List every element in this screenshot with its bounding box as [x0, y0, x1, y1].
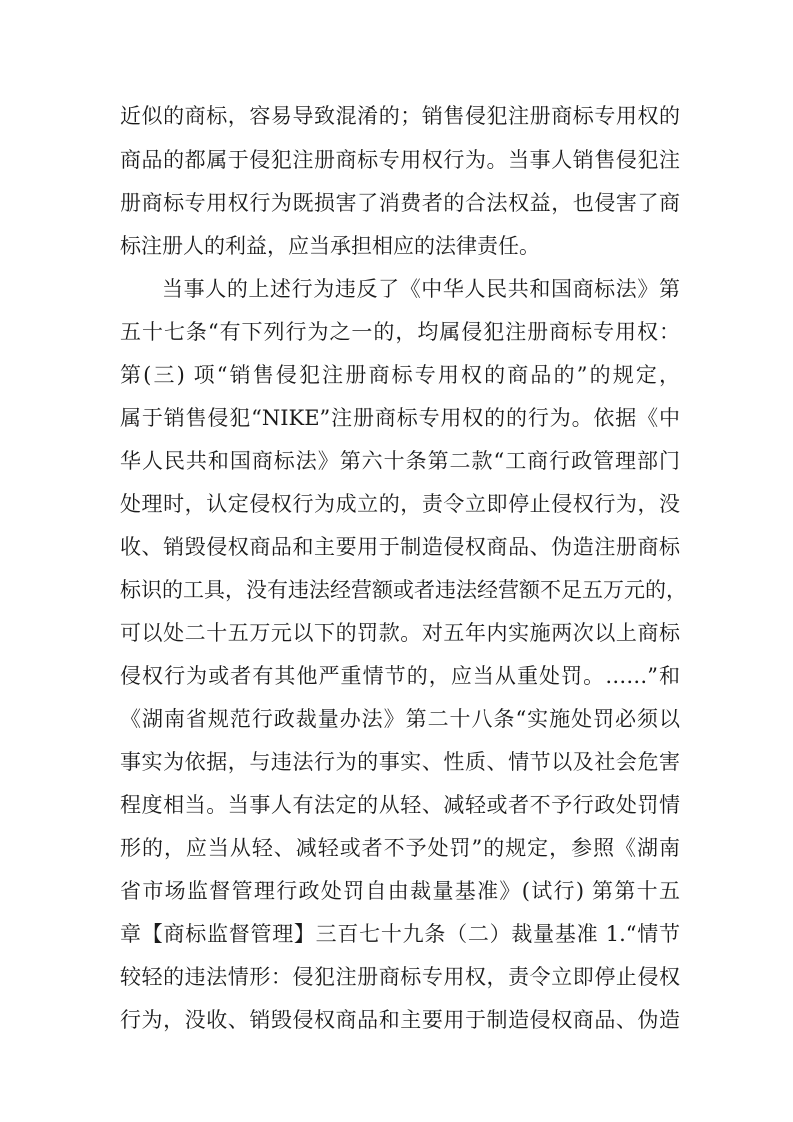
body-text-line: 属于销售侵犯“NIKE”注册商标专用权的的行为。依据《中: [120, 406, 680, 430]
paragraph-first-line: 当事人的上述行为违反了《中华人民共和国商标法》第: [162, 277, 680, 301]
body-text-line: 《湖南省规范行政裁量办法》第二十八条“实施处罚必须以: [120, 707, 680, 731]
body-text-line: 商品的都属于侵犯注册商标专用权行为。当事人销售侵犯注: [120, 148, 680, 172]
body-text-line: 标识的工具，没有违法经营额或者违法经营额不足五万元的，: [120, 578, 687, 602]
body-text-line: 五十七条“有下列行为之一的，均属侵犯注册商标专用权：: [120, 320, 680, 344]
body-text-line: 行为，没收、销毁侵权商品和主要用于制造侵权商品、伪造: [120, 1008, 680, 1032]
body-text-line: 处理时，认定侵权行为成立的，责令立即停止侵权行为，没: [120, 492, 680, 516]
body-text-line: 省市场监督管理行政处罚自由裁量基准》(试行) 第第十五: [120, 879, 680, 903]
body-text-line: 收、销毁侵权商品和主要用于制造侵权商品、伪造注册商标: [120, 535, 680, 559]
body-text-line: 册商标专用权行为既损害了消费者的合法权益，也侵害了商: [120, 191, 680, 215]
body-text-line: 较轻的违法情形：侵犯注册商标专用权，责令立即停止侵权: [120, 965, 680, 989]
body-text-line: 形的，应当从轻、减轻或者不予处罚”的规定，参照《湖南: [120, 836, 680, 860]
body-text-line: 第(三) 项“销售侵犯注册商标专用权的商品的”的规定，: [120, 363, 680, 387]
body-text-line: 章【商标监督管理】三百七十九条（二）裁量基准 1.“情节: [120, 922, 680, 946]
body-text-line: 近似的商标，容易导致混淆的；销售侵犯注册商标专用权的: [120, 104, 680, 128]
body-text-line: 可以处二十五万元以下的罚款。对五年内实施两次以上商标: [120, 621, 680, 645]
body-text-line: 侵权行为或者有其他严重情节的，应当从重处罚。……”和: [120, 664, 680, 688]
body-text-line: 事实为依据，与违法行为的事实、性质、情节以及社会危害: [120, 750, 680, 774]
body-text-line: 程度相当。当事人有法定的从轻、减轻或者不予行政处罚情: [120, 793, 680, 817]
body-text-line: 标注册人的利益，应当承担相应的法律责任。: [120, 234, 540, 258]
body-text-line: 华人民共和国商标法》第六十条第二款“工商行政管理部门: [120, 449, 680, 473]
